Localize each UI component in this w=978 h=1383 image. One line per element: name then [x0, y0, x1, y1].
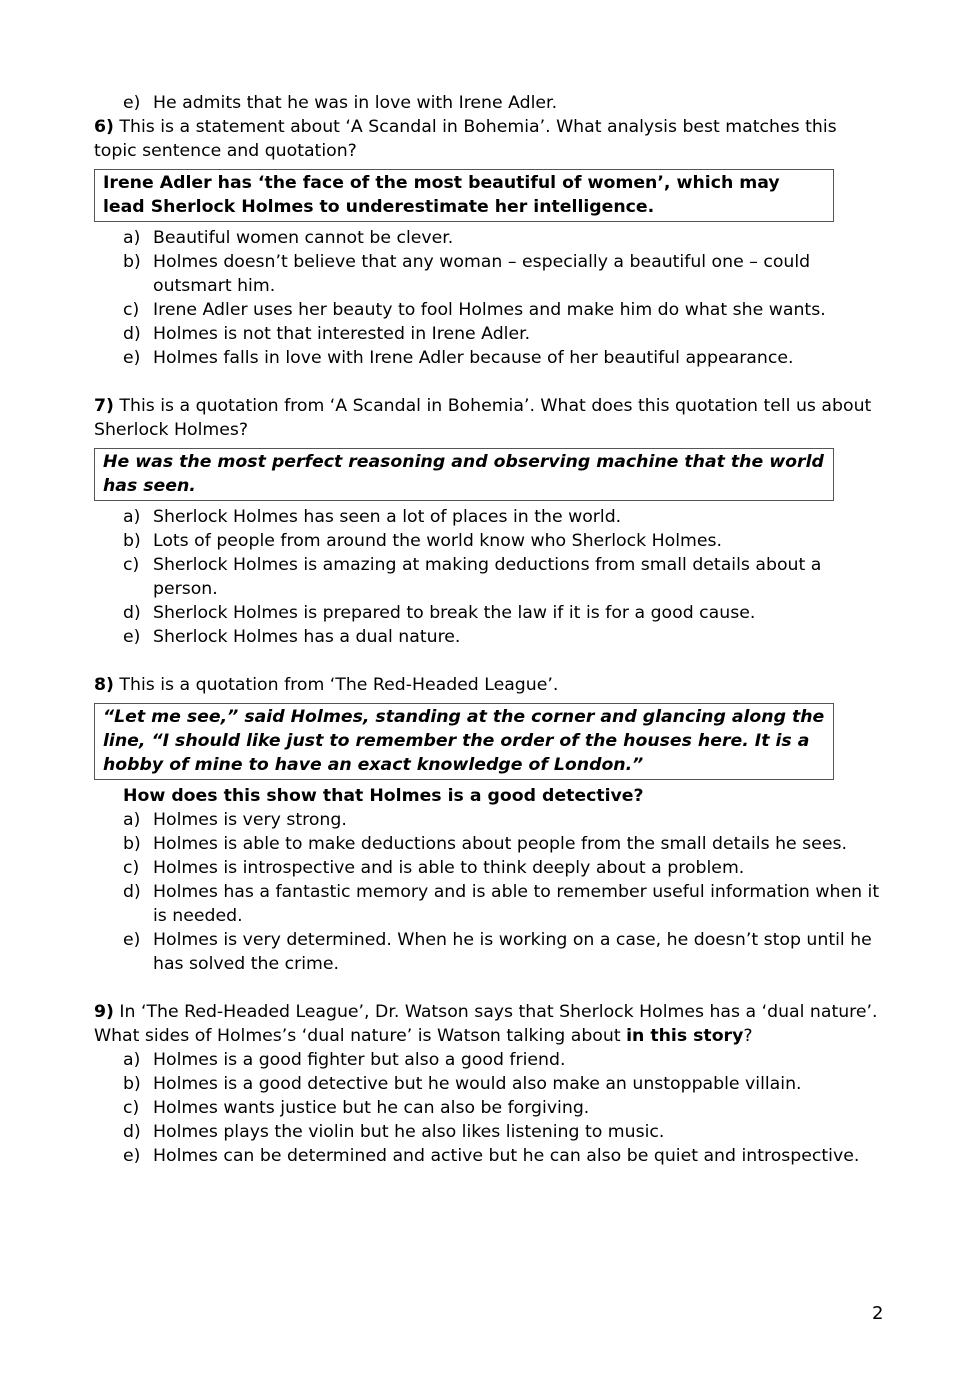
option-item: d) Sherlock Holmes is prepared to break the law if it is for a good cause.	[123, 603, 756, 623]
option-item: c) Holmes wants justice but he can also be forgiving.	[123, 1098, 590, 1118]
option-item: e) Holmes falls in love with Irene Adler because of her beautiful appearance.	[123, 348, 794, 368]
option-item: e) Holmes can be determined and active but he can also be quiet and introspective.	[123, 1146, 860, 1166]
page-number: 2	[872, 1303, 884, 1324]
question-8: 8) This is a quotation from ‘The Red-Headed League’.	[94, 675, 559, 695]
option-item: a) Beautiful women cannot be clever.	[123, 228, 454, 248]
spacer	[94, 976, 884, 1000]
q5-options	[94, 91, 884, 115]
document-page	[94, 91, 884, 1168]
q8-quote-box: “Let me see,” said Holmes, standing at the corner and glancing along the line, “I should like just to remember the order of the houses here. It is a hobby of mine to have an exact knowledge of London.”	[94, 703, 834, 780]
option-item: a) Sherlock Holmes has seen a lot of places in the world.	[123, 507, 622, 527]
option-item: b) Holmes doesn’t believe that any woman – especially a beautiful one – could outsmart him.	[123, 252, 811, 296]
question-7: 7) This is a quotation from ‘A Scandal in Bohemia’. What does this quotation tell us about Sherlock Holmes?	[94, 396, 872, 440]
spacer	[94, 649, 884, 673]
option-item: c) Irene Adler uses her beauty to fool Holmes and make him do what she wants.	[123, 300, 826, 320]
option-item: e) Holmes is very determined. When he is working on a case, he doesn’t stop until he has solved the crime.	[123, 930, 872, 974]
q6-quote-box: Irene Adler has ‘the face of the most beautiful of women’, which may lead Sherlock Holmes to underestimate her intelligence.	[94, 169, 834, 222]
option-item: b) Holmes is able to make deductions about people from the small details he sees.	[123, 834, 847, 854]
q7-options	[94, 505, 884, 649]
spacer	[94, 370, 884, 394]
q8-subquestion: How does this show that Holmes is a good detective?	[123, 786, 644, 806]
q7-quote-box: He was the most perfect reasoning and observing machine that the world has seen.	[94, 448, 834, 501]
question-6: 6) This is a statement about ‘A Scandal in Bohemia’. What analysis best matches this topic sentence and quotation?	[94, 117, 837, 161]
option-item: d) Holmes has a fantastic memory and is able to remember useful information when it is needed.	[123, 882, 880, 926]
question-9: 9) In ‘The Red-Headed League’, Dr. Watson says that Sherlock Holmes has a ‘dual nature’. What sides of Holmes’s ‘dual nature’ is Watson talking about in this story?	[94, 1002, 878, 1046]
option-item: d) Holmes plays the violin but he also likes listening to music.	[123, 1122, 665, 1142]
option-item: c) Sherlock Holmes is amazing at making deductions from small details about a person.	[123, 555, 822, 599]
option-item: b) Lots of people from around the world know who Sherlock Holmes.	[123, 531, 722, 551]
option-item: d) Holmes is not that interested in Irene Adler.	[123, 324, 531, 344]
option-item: c) Holmes is introspective and is able to think deeply about a problem.	[123, 858, 745, 878]
q9-options	[94, 1048, 884, 1168]
option-item: b) Holmes is a good detective but he would also make an unstoppable villain.	[123, 1074, 802, 1094]
option-item: a) Holmes is a good fighter but also a good friend.	[123, 1050, 566, 1070]
option-item: a) Holmes is very strong.	[123, 810, 347, 830]
q8-options	[94, 808, 884, 976]
option-item: e) Sherlock Holmes has a dual nature.	[123, 627, 461, 647]
q6-options	[94, 226, 884, 370]
option-item: e) He admits that he was in love with Irene Adler.	[123, 93, 558, 113]
